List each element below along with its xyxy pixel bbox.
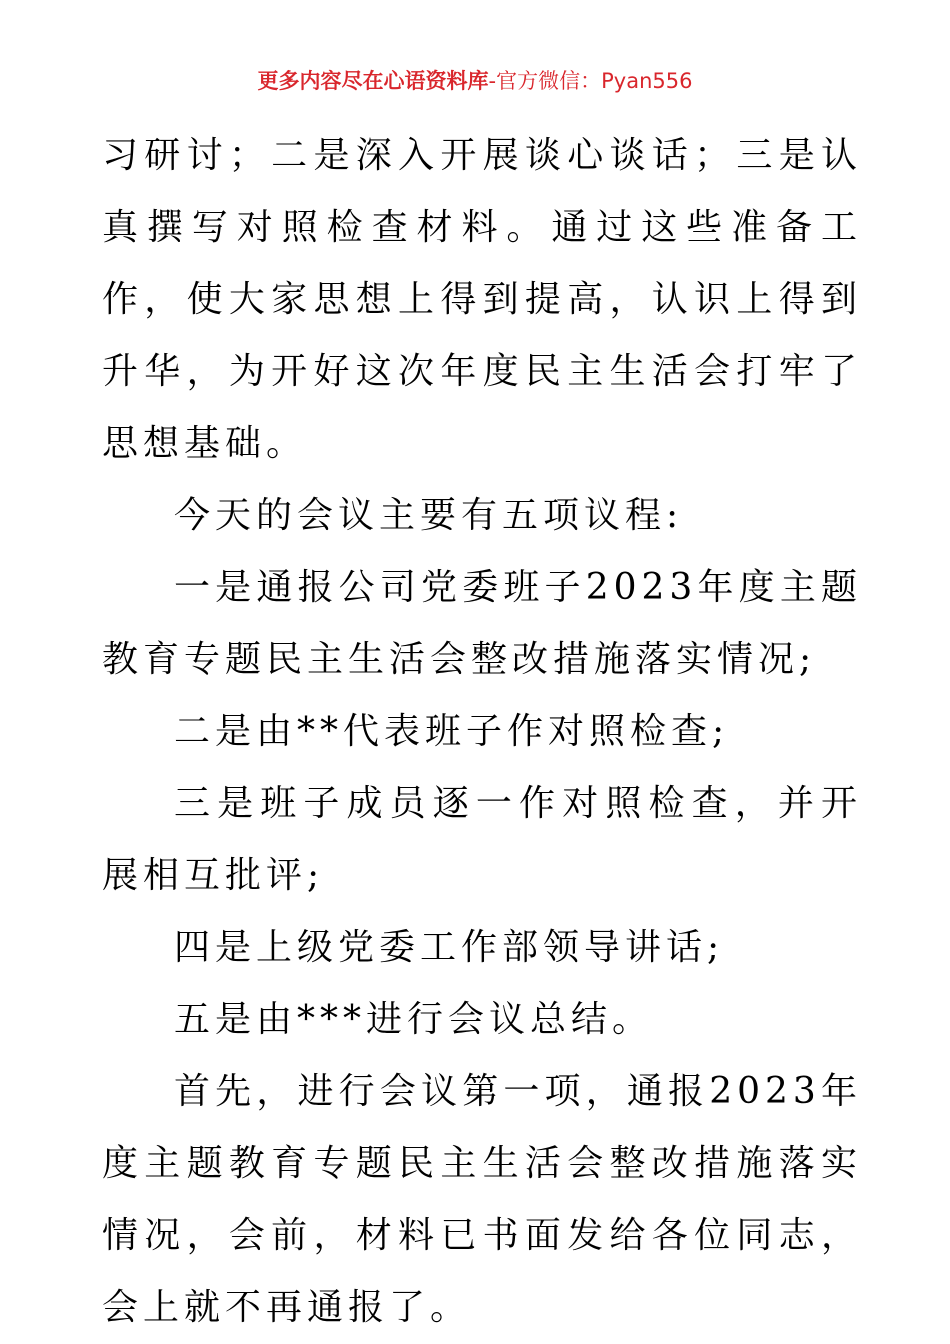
paragraph-agenda-item-4: 四是上级党委工作部领导讲话; [174, 927, 725, 968]
paragraph-agenda-item-3: 三是班子成员逐一作对照检查，并开展相互批评; [102, 783, 862, 896]
paragraph-agenda-item-5: 五是由***进行会议总结。 [174, 999, 654, 1040]
paragraph-agenda-intro: 今天的会议主要有五项议程: [174, 495, 684, 536]
paragraph-first-item: 首先，进行会议第一项，通报2023年度主题教育专题民主生活会整改措施落实情况，会前，材料已书面发给各位同志，会上就不再通报了。 [102, 1071, 862, 1328]
paragraph-agenda-item-1: 一是通报公司党委班子2023年度主题教育专题民主生活会整改措施落实情况; [102, 567, 862, 680]
paragraph-agenda-item-2: 二是由**代表班子作对照检查; [174, 711, 730, 752]
document-body [102, 120, 862, 1344]
header-library-text: 更多内容尽在心语资料库 [257, 69, 489, 93]
paragraph-continuation: 习研讨；二是深入开展谈心谈话；三是认真撰写对照检查材料。通过这些准备工作，使大家思想上得到提高，认识上得到升华，为开好这次年度民主生活会打牢了思想基础。 [102, 135, 862, 464]
page-header [0, 66, 950, 96]
header-wechat-text: -官方微信：Pyan556 [488, 69, 693, 93]
